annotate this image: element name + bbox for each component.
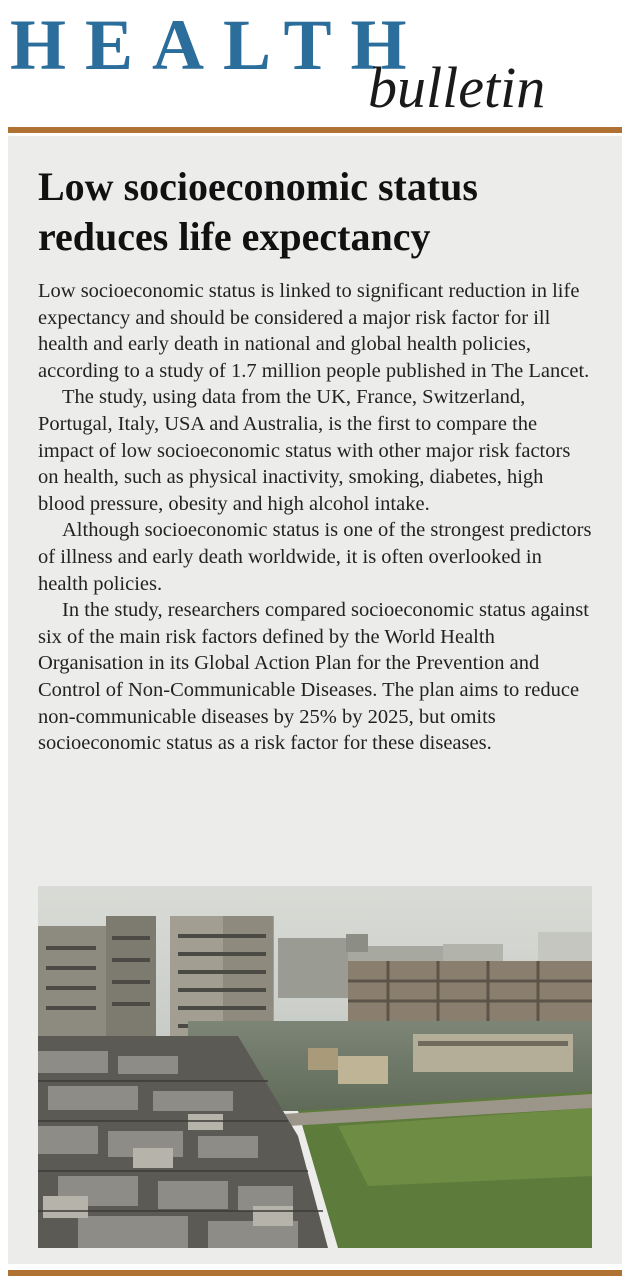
flooded-slum-photo — [38, 886, 592, 1248]
article-body — [38, 278, 594, 757]
article-paragraph: Although socioeconomic status is one of the strongest predictors of illness and early death worldwide, it is often overlooked in health policies. — [38, 519, 592, 595]
article-paragraph: In the study, researchers compared socioeconomic status against six of the main risk factors defined by the World Health Organisation in its Global Action Plan for the Prevention and Control of Non-Communicable Diseases. The plan aims to reduce non-communicable diseases by 25% by 2025, but omits socioeconomic status as a risk factor for these diseases. — [38, 599, 589, 755]
bottom-rule — [8, 1270, 622, 1276]
masthead-subtitle: bulletin — [368, 55, 546, 120]
article-headline: Low socioeconomic status reduces life expectancy — [38, 164, 478, 259]
top-rule — [8, 127, 622, 133]
article-photo — [38, 886, 592, 1248]
masthead — [0, 0, 638, 122]
article-paragraph: Low socioeconomic status is linked to significant reduction in life expectancy and should be considered a major risk factor for ill health and early death in national and global health policies, according to a study of 1.7 million people published in The Lancet. — [38, 280, 590, 382]
article-paragraph: The study, using data from the UK, France, Switzerland, Portugal, Italy, USA and Australia, is the first to compare the impact of low socioeconomic status with other major risk factors on health, such as physical inactivity, smoking, diabetes, high blood pressure, obesity and high alcohol intake. — [38, 386, 571, 515]
masthead-title: HEALTH — [10, 5, 426, 85]
